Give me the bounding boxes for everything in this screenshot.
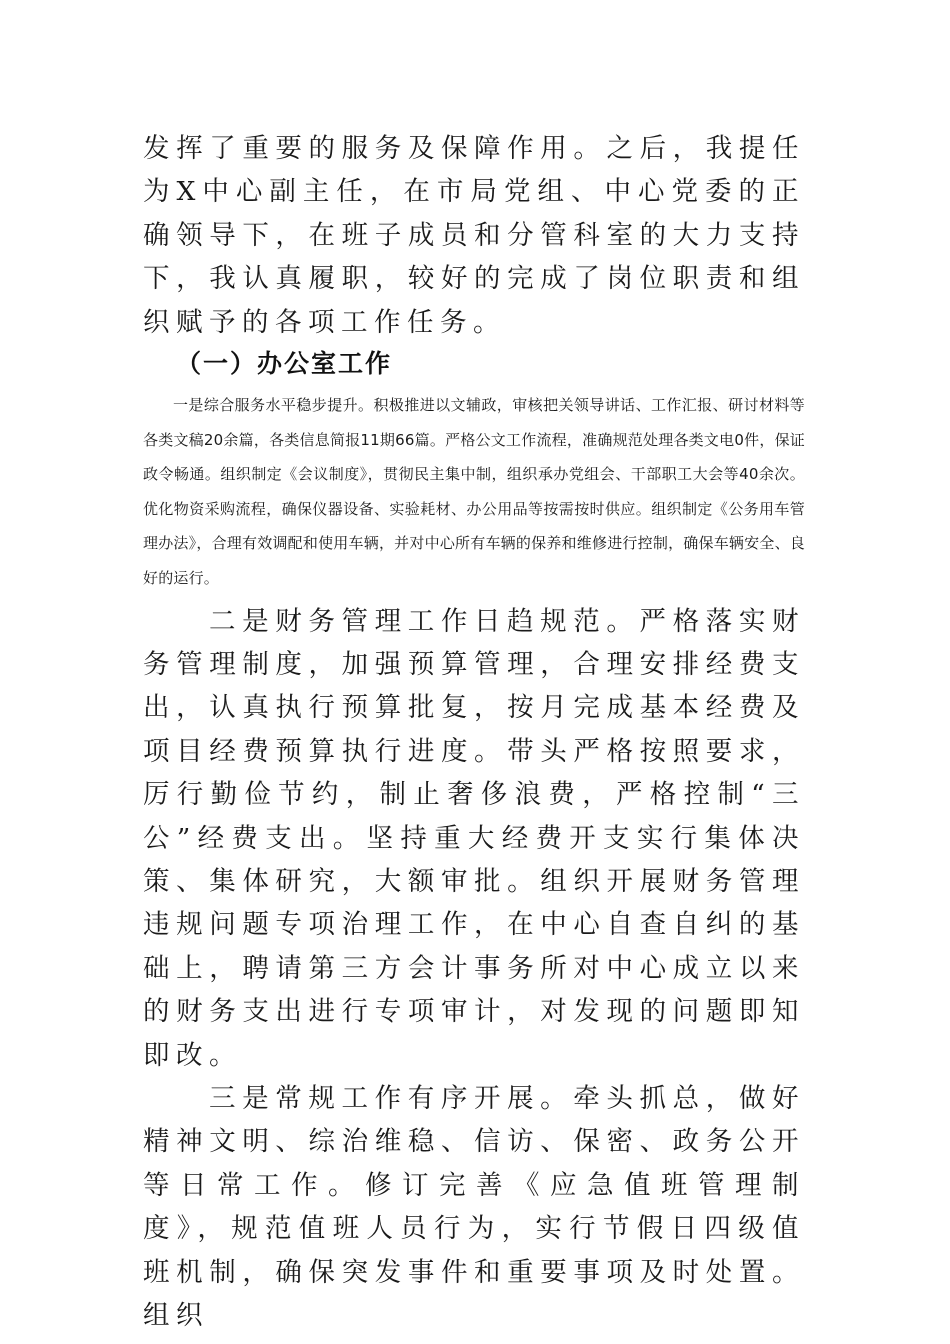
paragraph-comprehensive-service: 一是综合服务水平稳步提升。积极推进以文辅政，审核把关领导讲话、工作汇报、研讨材料等各类文稿20余篇，各类信息简报11期66篇。严格公文工作流程，准确规范处理各类文电0件，保证政令畅通。组织制定《会议制度》，贯彻民主集中制，组织承办党组会、干部职工大会等40余次。优化物资采购流程，确保仪器设备、实验耗材、办公用品等按需按时供应。组织制定《公务用车管理办法》，合理有效调配和使用车辆，并对中心所有车辆的保养和维修进行控制，确保车辆安全、良好的运行。 [143,396,805,587]
document-body [143,127,805,1338]
paragraph-routine-work: 三是常规工作有序开展。牵头抓总，做好精神文明、综治维稳、信访、保密、政务公开等日常工作。修订完善《应急值班管理制度》，规范值班人员行为，实行节假日四级值班机制，确保突发事件和重要事项及时处置。组织 [143,1083,805,1332]
intro-paragraph: 发挥了重要的服务及保障作用。之后，我提任为X中心副主任，在市局党组、中心党委的正确领导下，在班子成员和分管科室的大力支持下，我认真履职，较好的完成了岗位职责和组织赋予的各项工作任务。 [143,133,805,338]
paragraph-financial-management: 二是财务管理工作日趋规范。严格落实财务管理制度，加强预算管理，合理安排经费支出，认真执行预算批复，按月完成基本经费及项目经费预算执行进度。带头严格按照要求，厉行勤俭节约，制止奢侈浪费，严格控制“三公”经费支出。坚持重大经费开支实行集体决策、集体研究，大额审批。组织开展财务管理违规问题专项治理工作，在中心自查自纠的基础上，聘请第三方会计事务所对中心成立以来的财务支出进行专项审计，对发现的问题即知即改。 [143,605,805,1071]
section-heading-office-work: （一）办公室工作 [176,349,393,379]
